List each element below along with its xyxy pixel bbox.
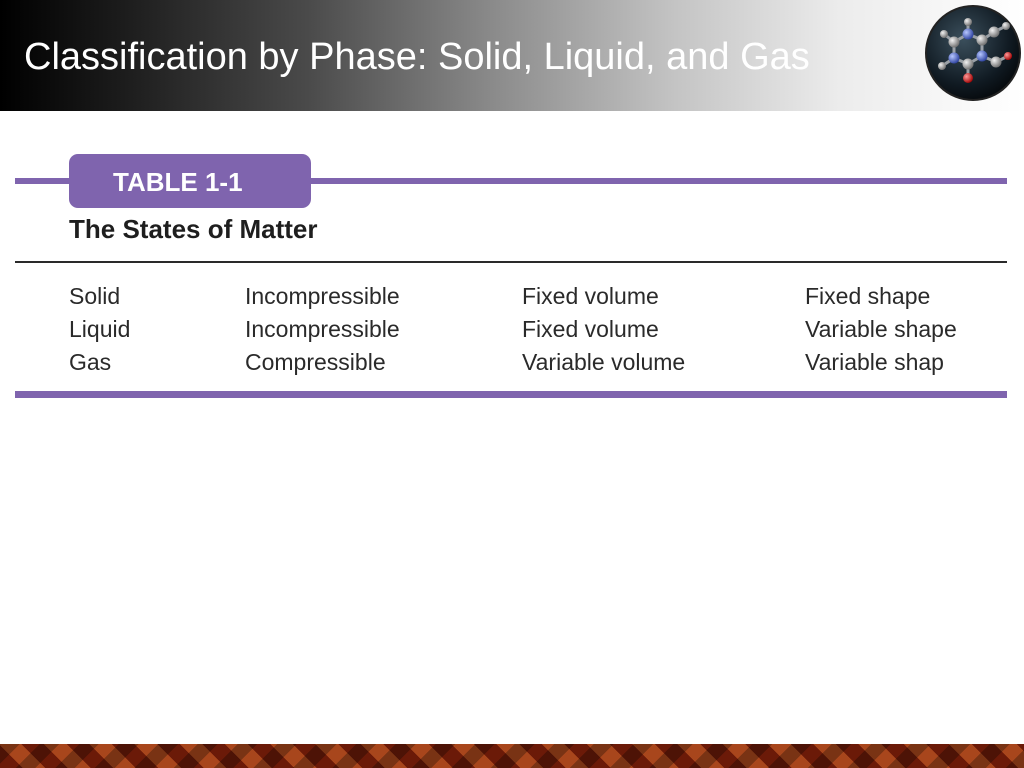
table-cell-state: Gas — [69, 349, 112, 375]
footer-wood-strip — [0, 744, 1024, 768]
table-cell-shape: Variable shape — [805, 316, 957, 342]
table-header-rule — [15, 261, 1007, 263]
slide-title: Classification by Phase: Solid, Liquid, and Gas — [24, 36, 810, 78]
table-caption: The States of Matter — [69, 214, 318, 244]
table-cell-shape: Fixed shape — [805, 283, 931, 309]
table-cell-compressibility: Incompressible — [245, 283, 400, 309]
table-cell-volume: Fixed volume — [522, 283, 659, 309]
table-number-tab — [69, 154, 311, 208]
table-row — [0, 349, 1024, 382]
table-number-label: TABLE 1-1 — [113, 167, 243, 197]
table-cell-state: Liquid — [69, 316, 131, 342]
table-bottom-rule — [15, 391, 1007, 398]
table-row — [0, 316, 1024, 349]
table-cell-state: Solid — [69, 283, 121, 309]
table-cell-compressibility: Compressible — [245, 349, 386, 375]
table-cell-shape: Variable shap — [805, 349, 944, 375]
table-row — [0, 283, 1024, 316]
table-cell-volume: Variable volume — [522, 349, 686, 375]
table-cell-volume: Fixed volume — [522, 316, 659, 342]
table-cell-compressibility: Incompressible — [245, 316, 400, 342]
